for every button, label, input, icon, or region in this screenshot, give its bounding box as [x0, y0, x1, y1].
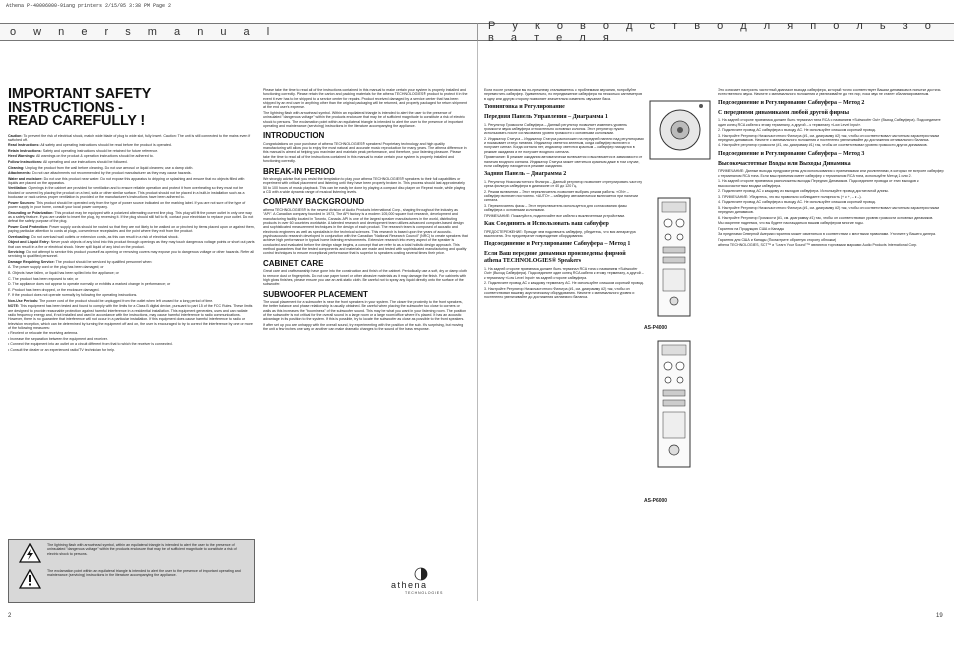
section-heading: INTRODUCTION — [263, 131, 325, 141]
russian-column-1 — [484, 88, 644, 598]
safety-paragraph: Servicing: Do not attempt to service this product yourself as opening or removing covers may expose you to dangerous voltage or other hazards. Refer all servicing to qualified personnel. — [8, 250, 254, 259]
safety-paragraph: • Consult the dealer or an experienced radio/TV technician for help. — [8, 348, 115, 352]
ru-paragraph: ПРИМЕЧАНИЕ: Данные выходы предусмотрены для использования с приемниками или усилителями, в которых не встроен сабвуфер с терминалом RCA типа. Если ваш приемник имеет сабвуфер с терминалом RCA типа, используйте Метод 1 или 2. — [718, 169, 944, 178]
page-number-left: 2 — [8, 613, 12, 619]
safety-paragraph: Cleaning: Unplug the product from the wall before cleaning. Do not use aerosol or liquid cleaners; use a damp cloth. — [8, 165, 194, 170]
ru-paragraph: 4. Подключите провод АС сабвуфера к выходу АС. Не используйте слишком короткий провод. — [718, 200, 876, 205]
ru-paragraph: За пределами Северной Америки гарантия может изменяться в соответствии с местными правилами. Уточните у Вашего дилера. — [718, 232, 936, 237]
safety-paragraph: Retain Instructions: Safety and operating instructions should be retained for future reference. — [8, 148, 159, 153]
lightning-text: The lightning flash with arrowhead symbol, within an equilateral triangle is intended to alert the user to the presence of uninsulated "dangerous voltage" within the products enclosure that may be of sufficient magnitude to constitute a risk of electric shock to persons. — [47, 543, 237, 556]
logo-brand: athena — [391, 580, 428, 590]
section-heading: COMPANY BACKGROUND — [263, 197, 365, 207]
safety-paragraph: • Increase the separation between the equipment and receiver. — [8, 336, 108, 341]
ru-paragraph: 5. Настройте Регулятор Низкочастотного Фильтра (#1, см. диаграмму #2) так, чтобы он соответствовал частотным характеристикам передних динамиков. — [718, 205, 940, 214]
safety-paragraph: Caution: To prevent the risk of electrical shock, match wide blade of plug to wide slot, fully insert. Caution: The unit is still connected to the mains even if switched off. — [8, 133, 251, 142]
ru-paragraph: 1. На задней стороне приемника должен быть терминал RCA типа с названием «Subwoofer Out» (Выход Сабвуфера). Подсоедините один конец RCA кабеля к этому терминалу, а другой – к терминалу «Low Level Input» на задней стороне сабвуфера. — [484, 266, 644, 280]
safety-paragraph: Ventilation: Openings in the cabinet are provided for ventilation and to ensure reliable operation and protect it from overheating so they must not be blocked or covered by placing the product on a bed, sofa or other similar surface. This product should not be placed in a built-in installation such as a bookcase or rack unless proper ventilation is provided or the manufacturer's instructions have been adhered to. — [8, 186, 245, 200]
section-heading: BREAK-IN PERIOD — [263, 166, 336, 176]
ru-paragraph: 2. Индикатор Статуса – Индикатор Статуса расположен на передней панели над регуляторами и показывает статус питания. Индикатор светится зеленым, когда сабвуфер включен и получает сигнал. Когда сигнала нет, индикатор светится красным – сабвуфер находится в режиме ожидания и не получает входного сигнала. — [484, 136, 644, 154]
safety-paragraph: Follow Instructions: All operating and use instructions should be followed. — [8, 159, 128, 164]
ru-paragraph: 1. На задней стороне приемника расположены выходы Передних Динамиков. Подсоедините провода от этих выходов к высокочастотным входам сабвуфера. — [718, 179, 919, 188]
ru-paragraph: 3. Настройте Регулятор Низкочастотного Фильтра (#1, см. диаграмму #2) так, чтобы он соответствовал вашему акустическому оборудованию. Начните с минимального уровня и постепенно увеличивайте до достижения желаемого баланса. — [484, 286, 635, 300]
ru-paragraph: Это означает настроить частотный диапазон выхода сабвуфера, который точно соответствует Вашим динамикам в попытке достичь естественного звука. Начните с минимального положения и увеличивайте до тех пор, пока звук не станет сбалансированным. — [718, 88, 941, 97]
safety-paragraph: Heed Warnings: All warnings on the product & operation instructions should be adhered to. — [8, 154, 154, 159]
intro-paragraph: Please take the time to read all of the instructions contained in this manual to make certain your system is properly installed and functioning correctly. Please retain the carton and packing materials for the athena TECHNOLOGIES® product to protect it in the event it ever has to be shipped to a service center for repairs. Product received damaged by a service center that has been shipped by an end user in anything other than the original packaging will be returned, and properly packaged for return shipment at the end user's expense. — [263, 88, 468, 110]
section-paragraph: If after set up you are unhappy with the overall sound, try experimenting with the position of the sub. It's surprising, but moving the unit a few inches one way or another can make dramatic changes to the sound of the bass response. — [263, 322, 464, 332]
ru-heading: Подсоединение и Регулирование Сабвуфера – Метод 3 — [718, 150, 865, 157]
rear-panel-figure-as-p6000 — [657, 340, 691, 468]
safety-paragraph: Grounding or Polarization: This product may be equipped with a polarized alternating current line plug. This plug will fit the power outlet in only one way as a safety feature. If you are unable to insert the plug, try reversing it. If the plug should still fail to fit, contact your electrician to replace your outlet. Do not defeat the safety purpose of the plug. — [8, 210, 254, 224]
ru-paragraph: 4. Настройте регулятор громкости (#1, см. диаграмму #1) так, чтобы он соответствовал уровню громкости других динамиков. — [718, 143, 928, 148]
safety-paragraph: C. The product has been exposed to rain; or — [8, 276, 79, 281]
safety-title-line-1: IMPORTANT SAFETY — [8, 88, 152, 102]
section-paragraph: The usual placement for a subwoofer is near the front speakers in your system. The closer the proximity to the front speakers, the better balance and phase relationship is usually obtained. Be careful when placing the subwoofer too close to corners or walls as this increases the "boominess" of the subwoofer sound. This may be what you want in your listening room. The position of the subwoofer is not critical for the overall sound in a large room or a large room/office where it's placed. It has an acoustic advantage in its position to the system. If this is possible, try to locate the subwoofer as close as possible to the front speakers. — [263, 300, 467, 322]
safety-title — [8, 88, 255, 129]
ru-subheading: С передними динамиками любой другой фирмы — [718, 109, 850, 116]
athena-logo — [391, 567, 451, 597]
front-panel-figure — [649, 100, 711, 160]
ru-subheading: Передняя Панель Управления – Диаграмма 1 — [484, 114, 608, 121]
safety-paragraph: E. Product has been dropped, or the enclosure damaged. — [8, 287, 100, 292]
header-left — [0, 23, 477, 41]
figure-label-top: AS-P4000 — [644, 325, 668, 331]
exclamation-text: The exclamation point within an equilateral triangle is intended to alert the user to the presence of important operating and maintenance (servicing) instructions in the literature accompanying the appliance. — [47, 569, 241, 578]
safety-paragraph: B. Objects have fallen, or liquid has been spilled into the appliance; or — [8, 270, 119, 275]
section-paragraph: We strongly advise that you resist the temptation to play your athena TECHNOLOGIES® speakers to their full capabilities or experiment with critical placement and listening until they have been properly broken in. This process should last approximately 50 to 100 hours of music playback. This can be easily be done by playing a compact disc player on Repeat mode, while playing a CD with a wide dynamic range of musical listening levels. — [263, 177, 466, 195]
ru-paragraph: 1. На задней стороне приемника должен быть терминал типа RCA с названием «Subwoofer Out» (Выход Сабвуфера). Подсоедините один конец RCA кабеля к этому терминалу, а другой – к терминалу «Low Level Input». — [718, 118, 941, 127]
safety-paragraph: A. The power supply cord or the plug has been damaged; or — [8, 265, 104, 270]
header-right-title: Р у к о в о д с т в о д л я п о л ь з о в а т е л я — [488, 20, 938, 44]
ru-heading: Подсоединение и Регулирование Сабвуфера – Метод 1 — [484, 241, 631, 248]
safety-column — [8, 88, 255, 536]
intro-paragraph: The lightning flash with arrowhead symbol. Within an equilateral triangle is intended to alert the user to the presence of uninsulated "dangerous voltage" within the products enclosure that may be of sufficient magnitude to constitute a risk of electric shock to persons. The exclamation point within an equilateral triangle is intended to alert the user to the presence of important operating and maintenance (servicing) instructions in the literature accompanying the appliance. — [263, 110, 466, 128]
safety-paragraph: • Reorient or relocate the receiving antenna. — [8, 331, 79, 336]
lightning-row — [9, 540, 254, 566]
figure-label-bottom: AS-P6000 — [644, 498, 668, 504]
ru-heading: Тюнинговка и Регулирование — [484, 104, 565, 111]
safety-paragraph: Water and moisture: Do not use this product near water. Do not expose this apparatus to dripping or splashing and ensure that no objects filled with liquids are placed on the apparatus. — [8, 176, 245, 185]
athena-logo-mark — [391, 567, 451, 581]
safety-paragraph: Non-Use Periods: The power cord of the product should be unplugged from the outlet when left unused for a long period of time. — [8, 298, 214, 303]
safety-title-line-2: INSTRUCTIONS - — [8, 99, 123, 116]
warning-symbols-box — [8, 539, 255, 603]
ru-paragraph: 3. ПРИМЕЧАНИЕ: Убедитесь, что вы правильно соблюдаете полярность (+ к +, – к –). — [718, 194, 862, 199]
ru-paragraph: 1. Регулятор Низкочастотного Фильтра – Данный регулятор позволяет отрегулировать частоту среза фильтра сабвуфера в диапазоне от 40 до 120 Гц. — [484, 179, 643, 189]
ru-paragraph: 3. Настройте Регулятор Низкочастотного Фильтра (#1, см. диаграмму #2) так, чтобы он соответствовал частотным характеристикам передних динамиков. Начните с минимального положения и постепенно увеличивайте до достижения оптимального баланса. — [718, 133, 940, 142]
ru-paragraph: ПРИМЕЧАНИЕ: Пожалуйста, подключайте все кабели к выключенным устройствам. — [484, 213, 625, 218]
exclamation-warning-icon — [13, 569, 47, 589]
safety-paragraphs — [8, 134, 255, 353]
logo-tech: TECHNOLOGIES — [405, 591, 444, 595]
ru-paragraph: 2. Подключите провод АС к каждому терминалу АС. Не используйте слишком короткий провод. — [484, 281, 644, 286]
safety-paragraph: F. If the product does not operate normally by following the operating instructions. — [8, 293, 138, 298]
header-right — [477, 20, 954, 44]
ru-paragraph: Гарантия на Продукцию США и Канады — [718, 226, 785, 231]
ru-paragraph: 2. Режим включения – Этот переключатель позволяет выбрать режим работы. «ON» – сабвуфер включен постоянно. «AUTO» – сабвуфер автоматически включается при наличии сигнала. — [484, 189, 639, 203]
printer-line: Athena P-40006000-91ang printers 2/15/05 3:38 PM Page 2 — [6, 3, 172, 9]
ru-heading: Подсоединение и Регулирование Сабвуфера – Метод 2 — [718, 99, 865, 106]
ru-paragraph: ПРЕДОСТЕРЕЖЕНИЕ: Прежде чем подключать сабвуфер, убедитесь, что вся аппаратура выключена. Это предотвратит повреждение оборудования. — [484, 229, 636, 238]
ru-paragraph: 3. Переключатель фазы – Этот переключатель используется для согласования фазы сабвуфера с основными колонками. — [484, 203, 627, 213]
section-heading: CABINET CARE — [263, 258, 324, 268]
page-number-right: 19 — [936, 613, 943, 619]
section-heading: SUBWOOFER PLACEMENT — [263, 289, 368, 299]
safety-paragraph: • Connect the equipment into an outlet on a circuit different from that to which the receiver is connected. — [8, 342, 173, 347]
info-column — [263, 88, 468, 566]
ru-intro-paragraph: Если после установки вы по-прежнему сталкиваетесь с проблемами звучания, попробуйте переместить сабвуфер. Удивительно, но передвижение сабвуфера на несколько сантиметров в одну или другую сторону позволяет значительно изменить звучание баса. — [484, 88, 643, 101]
ru-subheading: Высокочастотные Входы или Выходы Динамика — [718, 160, 851, 167]
safety-paragraph: Read Instructions: All safety and operating instructions should be read before the product is operated. — [8, 143, 172, 148]
ru-paragraph: 1. Регулятор Громкости Сабвуфера – Данный регулятор позволяет изменять уровень громкости звука сабвуфера относительно основных колонок. Этот регулятор нужно использовать после согласования уровня громкости с основными колонками. — [484, 122, 628, 136]
header-left-title: o w n e r s m a n u a l — [10, 26, 277, 38]
ru-paragraph: 2. Подключите провод АС сабвуфера к выходу АС. Не используйте слишком короткий провод. — [718, 128, 876, 133]
exclamation-row — [9, 566, 254, 592]
ru-heading: Как Соединить и Использовать ваш сабвуфер — [484, 221, 609, 228]
ru-paragraph: Гарантия для США и Канады (Посмотрите обратную сторону обложки) — [718, 237, 837, 242]
safety-paragraph: Overloading: Do not overload wall outlets or extension cords, as this can result in a risk of electrical shock. — [8, 234, 179, 239]
safety-paragraph: Damage Requiring Service: The product should be serviced by qualified personnel when: — [8, 259, 153, 264]
ru-heading: Задняя Панель – Диаграмма 2 — [484, 171, 567, 178]
ru-paragraph: athena TECHNOLOGIES, SCT™ и "Learn Your Sound"™ являются торговыми марками Audio Products International Corp. — [718, 243, 918, 248]
ru-paragraph: Мы искренне надеемся, что вы будете наслаждаться вашим сабвуфером многие годы. — [718, 221, 864, 226]
section-paragraph: athena TECHNOLOGIES® is the newest division of Audio Products International Corp., shaping throughout the industry as "API". A Canadian company founded in 1973, The API factory is a modern 105,000 square foot research, development and manufacturing facility located in Toronto, Canada. API is one of the largest speaker manufacturers in the world, distributing products in over 60 countries worldwide. A talented research and development team utilizes advanced computer-based design and sophisticated measurement techniques in the design of each product. The research team is composed of acoustic and electronic engineers as well as specialists in the technical sciences. This research is based upon the years of acoustic-psychoacoustic research developed in conjunction with the Canadian "National Research Council" (NRC) to create speakers that achieve high performance in typical home listening environments. Extensive research into every aspect of the speaker is conducted and evaluated before the design stage begins, a concept that we refer to as a total holistic design approach. This method guarantees that the tested components and materials are made and tested with sophisticated manufacturing and quality control techniques to ensure exceptional performance that is superior to speakers costing several times their price. — [263, 207, 468, 256]
safety-title-line-3: READ CAREFULLY ! — [8, 113, 145, 129]
lightning-warning-icon — [13, 543, 47, 563]
center-divider — [477, 41, 478, 601]
safety-paragraph: Power Cord Protection: Power supply cords should be routed so that they are not likely to be walked on or pinched by items placed upon or against them, paying particular attention to cords at plugs, convenience receptacles and the point where they exit from the product. — [8, 224, 255, 234]
ru-paragraph: 2. Подключите провод АС к каждому из выходов сабвуфера. Используйте провод достаточной длины. — [718, 189, 890, 194]
section-paragraph: Congratulations on your purchase of athena TECHNOLOGIES® speakers! Proprietary technology and high quality manufacturing will allow you to enjoy the most natural and accurate music reproduction for many years. The athena difference in this manual is aimed at helping you maximize and maintain peak performance, and therefore, your listening pleasure. Please take the time to read all of the instructions contained in this manual to make certain your system is properly installed and functioning correctly. — [263, 141, 467, 164]
safety-paragraph: D. The appliance does not appear to operate normally or exhibits a marked change in performance; or — [8, 282, 171, 287]
safety-paragraph: Power Sources: This product should be operated only from the type of power source indicated on the marking label. If you are not sure of the type of power supply in your home, consult your local power company. — [8, 200, 246, 209]
russian-column-2 — [718, 88, 944, 598]
ru-paragraph: Примечание: В режиме ожидания автоматически включается и выключается в зависимости от наличия входного сигнала. Индикатор Статуса может светиться красным даже в том случае, если сабвуфер находится в режиме ожидания. — [484, 155, 643, 168]
section-paragraph: Great care and craftsmanship have gone into the construction and finish of the cabinet. Periodically use a soft, dry or damp cloth to remove dust or fingerprints. Do not use paper towel or other abrasive materials as it may damage the finish. For cabinets with high gloss finishes, please ensure you use an anti-static cloth. Be careful not to spray any liquid directly onto the surface of the subwoofer. — [263, 269, 467, 287]
ru-paragraph: 6. Настройте Регулятор Громкости (#1, см. диаграмму #1) так, чтобы он соответствовал уровню громкости основных динамиков. — [718, 215, 934, 220]
safety-paragraph: NOTE: This equipment has been tested and found to comply with the limits for a Class B digital device, pursuant to part 15 of the FCC Rules. These limits are designed to provide reasonable protection against harmful interference in a residential installation. This equipment generates, uses and can radiate radio frequency energy and, if not installed and used in accordance with the instructions, may cause harmful interference to radio communications. However, there is no guarantee that interference will not occur in a particular installation. If this equipment does cause harmful interference to radio or television reception, which can be determined by turning the equipment off and on, the user is encouraged to try to correct the interference by one or more of the following measures: — [8, 304, 253, 330]
safety-paragraph: Object and Liquid Entry: Never push objects of any kind into this product through openings as they may touch dangerous voltage points or short out parts that can result in a fire or electrical shock. Never spill liquid of any kind on the product. — [8, 240, 255, 249]
rear-panel-figure-as-p4000 — [657, 197, 691, 317]
ru-subheading: Если Ваш передние динамики произведены фирмой athena TECHNOLOGIES® Speakers — [484, 251, 626, 265]
safety-paragraph: Attachments: Do not use attachments not recommended by the product manufacturer as they may cause hazards. — [8, 171, 192, 176]
